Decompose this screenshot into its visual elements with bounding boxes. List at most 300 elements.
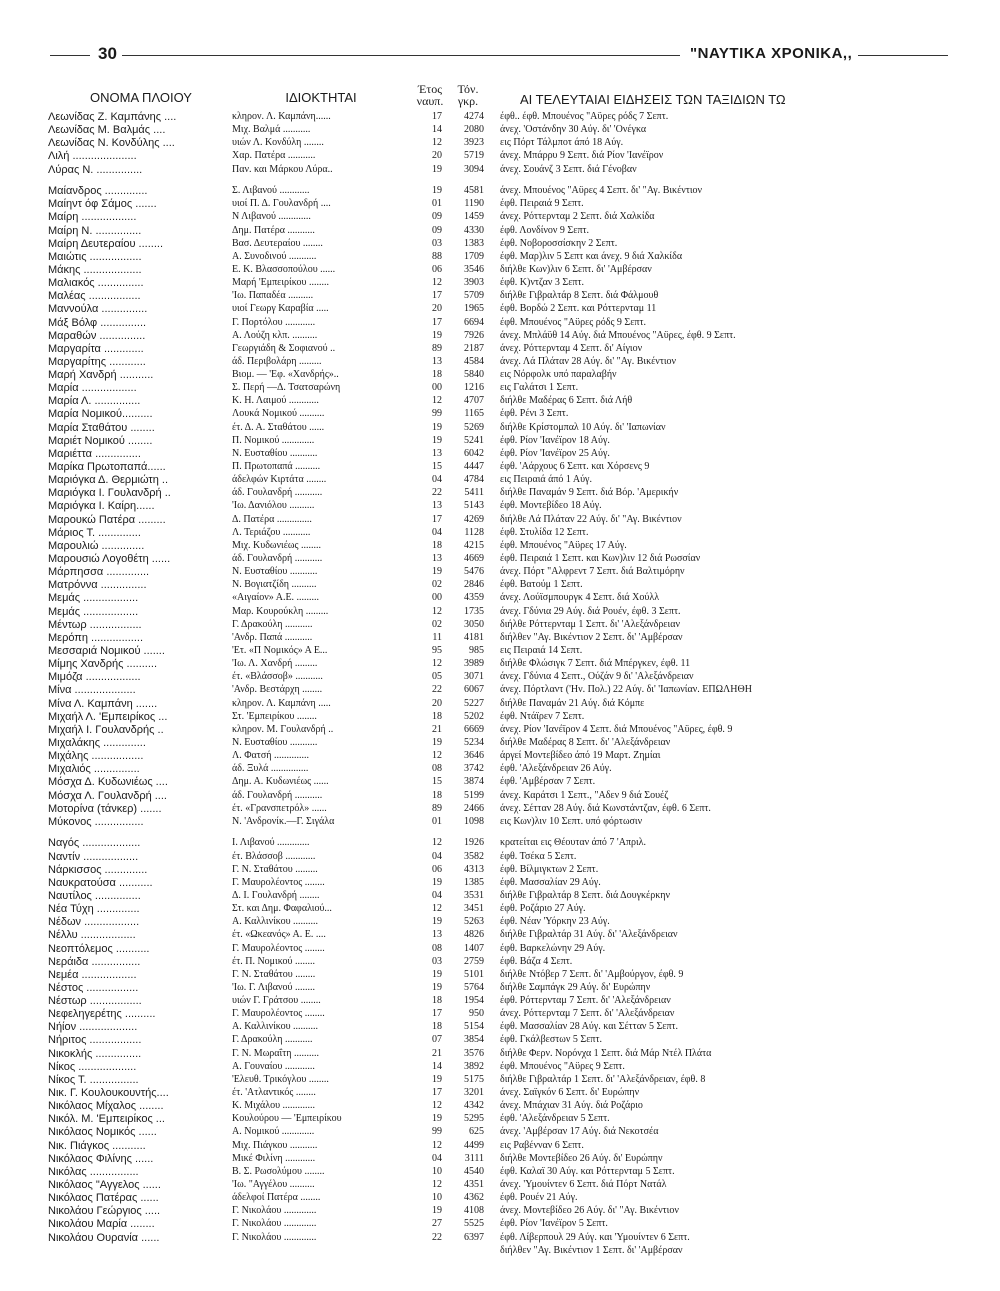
table-row bbox=[48, 790, 948, 803]
build-year: 21 bbox=[432, 1047, 442, 1059]
gross-tonnage: 4784 bbox=[464, 474, 484, 486]
table-row bbox=[48, 303, 948, 316]
gross-tonnage: 5263 bbox=[464, 916, 484, 928]
voyage-news: άνεχ. Μπάχιαν 31 Αύγ. διά Ροζάριο bbox=[500, 1100, 643, 1112]
build-year: 15 bbox=[432, 776, 442, 788]
table-row bbox=[48, 750, 948, 763]
owner-name: έτ. 'Ατλαντικός ........ bbox=[232, 1087, 316, 1099]
gross-tonnage: 1407 bbox=[464, 942, 484, 954]
owner-name: Ν. Ευσταθίου ........... bbox=[232, 566, 318, 578]
gross-tonnage: 3892 bbox=[464, 1060, 484, 1072]
owner-name: έτ. Βλάσσοβ ............ bbox=[232, 850, 316, 862]
voyage-news: άργεί Μοντεβίδεο άπό 19 Μαρτ. Ζημίαι bbox=[500, 750, 661, 762]
build-year: 04 bbox=[432, 526, 442, 538]
voyage-news: έφθ. Μαρ)λιν 5 Σεπτ και άνεχ. 9 διά Χαλκίδα bbox=[500, 250, 683, 262]
voyage-news: έφθ. Μοντεβίδεο 18 Αύγ. bbox=[500, 500, 602, 512]
ship-group bbox=[48, 111, 948, 177]
gross-tonnage: 1165 bbox=[464, 408, 484, 420]
gross-tonnage: 5175 bbox=[464, 1073, 484, 1085]
ship-name: Μαλιακός ............... bbox=[48, 277, 144, 290]
gross-tonnage: 4181 bbox=[464, 631, 484, 643]
voyage-news: εις Νόρφολκ υπό παραλαβήν bbox=[500, 369, 617, 381]
build-year: 05 bbox=[432, 671, 442, 683]
voyage-news: άνεχ. Μπάρρυ 9 Σεπτ. διά Ρίον 'Ιανέϊρον bbox=[500, 150, 664, 162]
ship-name: Ναγός ................... bbox=[48, 837, 141, 850]
build-year: 12 bbox=[432, 1139, 442, 1151]
voyage-news: διήλθε Σαμπάγκ 29 Αύγ. δι' Ευρώπην bbox=[500, 981, 651, 993]
owner-name: Δημ. Α. Κυδωνιέως ...... bbox=[232, 776, 329, 788]
ship-name: Νικολάου Ουρανία ...... bbox=[48, 1231, 160, 1244]
ship-name: Μύκονος ................ bbox=[48, 815, 144, 828]
table-row bbox=[48, 566, 948, 579]
owner-name: κληρον. Λ. Καμπάνη ..... bbox=[232, 697, 331, 709]
owner-name: Γ. Μαυρολέοντος ........ bbox=[232, 1008, 325, 1020]
ship-name: Ναντίν .................. bbox=[48, 850, 139, 863]
build-year: 03 bbox=[432, 237, 442, 249]
owner-name: άδ. Γουλανδρή ........... bbox=[232, 789, 323, 801]
ship-name: Μιχαλάκης .............. bbox=[48, 737, 146, 749]
ship-name: Μίνα .................... bbox=[48, 684, 136, 697]
ship-name: Μαρίκα Πρωτοπαπά...... bbox=[48, 461, 166, 474]
ship-name: Μαίρη .................. bbox=[48, 211, 137, 224]
ship-name: Νέστωρ ................. bbox=[48, 995, 142, 1008]
build-year: 13 bbox=[432, 500, 442, 512]
owner-name: Μαρ. Κουρούκλη ......... bbox=[232, 605, 329, 617]
table-row bbox=[48, 487, 948, 500]
build-year: 19 bbox=[432, 163, 442, 175]
owner-name: Μιχ. Πιάγκου ........... bbox=[232, 1139, 318, 1151]
voyage-news: έφθ. Μπουένος "Αϋρες ρόδς 9 Σεπτ. bbox=[500, 316, 646, 328]
table-row bbox=[48, 877, 948, 890]
owner-name: Α. Λούζη κλπ. .......... bbox=[232, 329, 318, 341]
gross-tonnage: 4313 bbox=[464, 863, 484, 875]
build-year: 12 bbox=[432, 903, 442, 915]
owner-name: κληρον. Μ. Γουλανδρή .. bbox=[232, 723, 334, 735]
owner-name: Π. Νομικού ............. bbox=[232, 434, 315, 446]
owner-name: Μιχ. Κυδωνιέως ........ bbox=[232, 539, 321, 551]
build-year: 19 bbox=[432, 1073, 442, 1085]
build-year: 04 bbox=[432, 1152, 442, 1164]
table-row bbox=[48, 369, 948, 382]
gross-tonnage: 2187 bbox=[464, 342, 484, 354]
voyage-news: έφθ. Γκάλβεστων 5 Σεπτ. bbox=[500, 1034, 602, 1046]
table-row bbox=[48, 1153, 948, 1166]
table-row bbox=[48, 606, 948, 619]
table-row bbox=[48, 737, 948, 750]
owner-name: Ν. Ευσταθίου ........... bbox=[232, 737, 318, 748]
gross-tonnage: 4826 bbox=[464, 929, 484, 941]
build-year: 11 bbox=[432, 631, 442, 643]
table-row bbox=[48, 658, 948, 671]
gross-tonnage: 1926 bbox=[464, 837, 484, 849]
owner-name: Μικέ Φιλίνη ............ bbox=[232, 1152, 316, 1164]
build-year: 08 bbox=[432, 942, 442, 954]
build-year: 13 bbox=[432, 447, 442, 459]
owner-name: Γ. Ν. Σταθάτου ........ bbox=[232, 968, 316, 980]
voyage-news: έφθ. Βάζα 4 Σεπτ. bbox=[500, 955, 573, 967]
table-row bbox=[48, 579, 948, 592]
build-year: 02 bbox=[432, 579, 442, 591]
table-row bbox=[48, 916, 948, 929]
owner-name: έτ. «Ωκεανός» Α. Ε. .... bbox=[232, 929, 326, 941]
column-header-owner: ΙΔΙΟΚΤΗΤΑΙ bbox=[285, 90, 357, 105]
owner-name: έτ. Π. Νομικού ........ bbox=[232, 955, 315, 967]
owner-name: έτ. «Γρανσπετρόλ» ...... bbox=[232, 802, 327, 814]
owner-name: Χαρ. Πατέρα ........... bbox=[232, 150, 316, 162]
ship-name: Νέα Τύχη .............. bbox=[48, 903, 140, 916]
build-year: 01 bbox=[432, 198, 442, 210]
table-row bbox=[48, 500, 948, 513]
voyage-news: έφθ. Βαρκελώνην 29 Αύγ. bbox=[500, 942, 606, 954]
table-row bbox=[48, 982, 948, 995]
gross-tonnage: 3576 bbox=[464, 1047, 484, 1059]
ship-name: Μαραθών ............... bbox=[48, 329, 146, 342]
ship-name: Νικόλαος Πατέρας ...... bbox=[48, 1192, 159, 1205]
table-row bbox=[48, 164, 948, 177]
build-year: 18 bbox=[432, 539, 442, 551]
build-year: 99 bbox=[432, 1126, 442, 1138]
ship-name: Νικοκλής ............... bbox=[48, 1047, 142, 1060]
build-year: 17 bbox=[432, 1087, 442, 1099]
gross-tonnage: 4447 bbox=[464, 461, 484, 473]
table-row bbox=[48, 969, 948, 982]
voyage-news: έφθ. Μπουένος "Αϋρες 17 Αύγ. bbox=[500, 539, 627, 551]
owner-name: υιών Γ. Γράτσου ........ bbox=[232, 995, 321, 1007]
table-row bbox=[48, 1113, 948, 1126]
table-row bbox=[48, 956, 948, 969]
owner-name: Γ. Πορτόλου ............ bbox=[232, 316, 316, 328]
build-year: 14 bbox=[432, 1060, 442, 1072]
ship-name: Μιχαήλ Ι. Γουλανδρής .. bbox=[48, 723, 164, 736]
voyage-news: έφθ. Λίβερπουλ 29 Αύγ. και 'Υμουίντεν 6 Σεπτ. bbox=[500, 1231, 690, 1243]
ship-name: Μαιώτις ................. bbox=[48, 250, 142, 263]
gross-tonnage: 1190 bbox=[464, 198, 484, 210]
owner-name: άδ. Γουλανδρή ........... bbox=[232, 553, 323, 565]
owner-name: υιοί Γεωργ Καραβία ..... bbox=[232, 303, 329, 315]
gross-tonnage: 5476 bbox=[464, 566, 484, 578]
build-year: 03 bbox=[432, 955, 442, 967]
ship-group bbox=[48, 837, 948, 1258]
voyage-news: έφθ. Τσέκα 5 Σεπτ. bbox=[500, 850, 577, 862]
voyage-news: έφθ. Κ)ντζαν 3 Σεπτ. bbox=[500, 277, 584, 289]
build-year: 06 bbox=[432, 863, 442, 875]
table-row bbox=[48, 382, 948, 395]
owner-name: άδελφοί Πατέρα ........ bbox=[232, 1192, 321, 1204]
voyage-news: άνεχ. Λούϊσμπουργκ 4 Σεπτ. διά Χούλλ bbox=[500, 592, 660, 604]
owner-name: Ν. Ευσταθίου ........... bbox=[232, 447, 318, 459]
ship-name: Νάρκισσος .............. bbox=[48, 863, 148, 876]
ship-name: Λύρας Ν. ............... bbox=[48, 163, 143, 176]
ship-name: Μέντωρ ................. bbox=[48, 618, 142, 631]
voyage-news: έφθ. Βορδώ 2 Σεπτ. και Ρόττερνταμ 11 bbox=[500, 303, 657, 315]
voyage-news: άνεχ. 'Υμουίντεν 6 Σεπτ. διά Πόρτ Νατάλ bbox=[500, 1179, 667, 1191]
gross-tonnage: 5227 bbox=[464, 697, 484, 709]
voyage-news: έφθ. 'Αλεξάνδρειαν 26 Αύγ. bbox=[500, 763, 612, 775]
voyage-news: εις Γαλάτσι 1 Σεπτ. bbox=[500, 382, 579, 394]
table-row bbox=[48, 553, 948, 566]
voyage-news: έφθ. 'Αάρχους 6 Σεπτ. και Χόρσενς 9 bbox=[500, 461, 650, 473]
voyage-news: διήλθε Παναμάν 9 Σεπτ. διά Βόρ. 'Αμερικήν bbox=[500, 487, 679, 499]
owner-name: κληρον. Λ. Καμπάνη...... bbox=[232, 111, 331, 122]
table-row bbox=[48, 330, 948, 343]
build-year: 06 bbox=[432, 263, 442, 275]
owner-name: Μαρή 'Εμπειρίκου ........ bbox=[232, 277, 330, 289]
voyage-news: έφθ. Ρίον 'Ιανέϊρον 25 Αύγ. bbox=[500, 447, 610, 459]
gross-tonnage: 4274 bbox=[464, 111, 484, 122]
voyage-news: έφθ. Ρίον 'Ιανέϊρον 18 Αύγ. bbox=[500, 434, 610, 446]
build-year: 12 bbox=[432, 1179, 442, 1191]
voyage-news: διήλθε Μοντεβίδεο 26 Αύγ. δι' Ευρώπην bbox=[500, 1152, 663, 1164]
voyage-news: διήλθε Μαδέρας 6 Σεπτ. διά Λήθ bbox=[500, 395, 633, 407]
table-row bbox=[48, 803, 948, 816]
gross-tonnage: 1385 bbox=[464, 876, 484, 888]
ship-name: Νικ. Γ. Κουλουκουντής.... bbox=[48, 1087, 169, 1100]
ship-name: Μαριόγκα Ι. Καίρη...... bbox=[48, 500, 155, 513]
voyage-news: έφθ. Ντάϊρεν 7 Σεπτ. bbox=[500, 710, 585, 722]
gross-tonnage: 3094 bbox=[464, 163, 484, 175]
build-year: 00 bbox=[432, 592, 442, 604]
voyage-news: άνεχ. Λά Πλάταν 28 Αύγ. δι' "Αγ. Βικέντιον bbox=[500, 355, 677, 367]
owner-name: Γ. Μαυρολέοντος ........ bbox=[232, 942, 325, 954]
table-row bbox=[48, 1087, 948, 1100]
build-year: 19 bbox=[432, 434, 442, 446]
build-year: 27 bbox=[432, 1218, 442, 1230]
column-header-year-line2: ναυπ. bbox=[416, 94, 444, 108]
voyage-news: διήλθε Φερν. Νορόνχα 1 Σεπτ. διά Μάρ Ντέλ Πλάτα bbox=[500, 1047, 712, 1059]
build-year: 17 bbox=[432, 111, 442, 122]
table-row bbox=[48, 995, 948, 1008]
voyage-news: εις Ραβένναν 6 Σεπτ. bbox=[500, 1139, 584, 1151]
ship-name: Μιχαλιός ............... bbox=[48, 763, 140, 776]
ship-name: Μίνα Λ. Καμπάνη ....... bbox=[48, 697, 158, 710]
ship-name: Νέδων .................. bbox=[48, 916, 140, 929]
table-row bbox=[48, 724, 948, 737]
owner-name: Κ. Η. Λαιμού ............ bbox=[232, 395, 319, 407]
owner-name: έτ. «Βλάσσοβ» ........... bbox=[232, 671, 323, 683]
build-year: 19 bbox=[432, 1113, 442, 1125]
build-year: 18 bbox=[432, 789, 442, 801]
gross-tonnage: 4215 bbox=[464, 539, 484, 551]
build-year: 95 bbox=[432, 645, 442, 657]
voyage-news: έφθ.. έφθ. Μπουένος "Αϋρες ρόδς 7 Σεπτ. bbox=[500, 111, 669, 122]
gross-tonnage: 1954 bbox=[464, 995, 484, 1007]
build-year: 19 bbox=[432, 968, 442, 980]
build-year: 02 bbox=[432, 618, 442, 630]
gross-tonnage: 2846 bbox=[464, 579, 484, 591]
owner-name: Δ. Ι. Γουλανδρή ........ bbox=[232, 889, 320, 901]
table-row bbox=[48, 1192, 948, 1205]
column-header-tons-line1: Τόν. bbox=[457, 82, 479, 96]
voyage-news: έφθ. Καλαϊ 30 Αύγ. και Ρόττερνταμ 5 Σεπτ. bbox=[500, 1165, 675, 1177]
build-year: 13 bbox=[432, 355, 442, 367]
owner-name: Α. Καλλινίκου .......... bbox=[232, 916, 319, 928]
ship-name: Μαργαρίτα ............. bbox=[48, 342, 144, 355]
table-row bbox=[48, 1245, 948, 1258]
build-year: 08 bbox=[432, 763, 442, 775]
gross-tonnage: 3546 bbox=[464, 263, 484, 275]
voyage-news: έφθ. Ρουέν 21 Αύγ. bbox=[500, 1192, 578, 1204]
voyage-news: άνεχ. 'Αμβέρσαν 17 Αύγ. διά Νεκοτσέα bbox=[500, 1126, 659, 1138]
gross-tonnage: 1383 bbox=[464, 237, 484, 249]
column-header-year-line1: Έτος bbox=[418, 82, 442, 96]
build-year: 22 bbox=[432, 1231, 442, 1243]
voyage-news: διήλθε Παναμάν 21 Αύγ. διά Κόμπε bbox=[500, 697, 645, 709]
gross-tonnage: 985 bbox=[469, 645, 484, 657]
table-row bbox=[48, 1061, 948, 1074]
gross-tonnage: 4499 bbox=[464, 1139, 484, 1151]
owner-name: Α. Καλλινίκου .......... bbox=[232, 1021, 319, 1033]
gross-tonnage: 3451 bbox=[464, 903, 484, 915]
ship-name: Μαργαρίτης ............ bbox=[48, 355, 146, 368]
table-row bbox=[48, 837, 948, 850]
gross-tonnage: 5295 bbox=[464, 1113, 484, 1125]
ship-name: Μόσχα Δ. Κυδωνιέως .... bbox=[48, 776, 168, 789]
gross-tonnage: 1965 bbox=[464, 303, 484, 315]
gross-tonnage: 4351 bbox=[464, 1179, 484, 1191]
table-row bbox=[48, 776, 948, 789]
voyage-news: έφθ. Πειραιά 1 Σεπτ. και Κων)λιν 12 διά Ρωσσίαν bbox=[500, 553, 701, 565]
ship-name: Μαριέτ Νομικού ........ bbox=[48, 434, 153, 447]
gross-tonnage: 950 bbox=[469, 1008, 484, 1020]
ship-name: Λιλή ..................... bbox=[48, 150, 137, 163]
owner-name: Στ. 'Εμπειρίκου ........ bbox=[232, 710, 317, 722]
build-year: 01 bbox=[432, 815, 442, 827]
owner-name: Β. Σ. Ρωσολύμου ........ bbox=[232, 1165, 325, 1177]
page-number: 30 bbox=[98, 44, 117, 63]
voyage-news: έφθ. Μασσαλίαν 29 Αύγ. bbox=[500, 876, 601, 888]
voyage-news: έφθ. Μασσαλίαν 28 Αύγ. και Σέτταν 5 Σεπτ. bbox=[500, 1021, 679, 1033]
build-year: 14 bbox=[432, 124, 442, 136]
column-header-ship: ΟΝΟΜΑ ΠΛΟΙΟΥ bbox=[90, 90, 192, 105]
owner-name: Α. Συνοδινού ........... bbox=[232, 250, 317, 262]
table-row bbox=[48, 422, 948, 435]
column-header-year bbox=[410, 83, 450, 107]
ship-name: Μιχαήλ Λ. 'Εμπειρίκος ... bbox=[48, 710, 168, 723]
ship-name: Νικολάου Μαρία ........ bbox=[48, 1218, 155, 1231]
voyage-news: άνεχ. Σαϊγκόν 6 Σεπτ. δι' Ευρώπην bbox=[500, 1087, 640, 1099]
owner-name: 'Ιω. "Αγγέλου .......... bbox=[232, 1179, 315, 1191]
gross-tonnage: 6067 bbox=[464, 684, 484, 696]
ship-name: Νήίον ................... bbox=[48, 1021, 138, 1034]
voyage-news: έφθ. Ρίον 'Ιανέϊρον 5 Σεπτ. bbox=[500, 1218, 608, 1230]
table-row bbox=[48, 1100, 948, 1113]
publication-title: "ΝΑΥΤΙΚΑ ΧΡΟΝΙΚΑ,, bbox=[690, 45, 853, 62]
ship-name: Νικόλαος Νομικός ...... bbox=[48, 1126, 157, 1139]
ship-name: Μαίηντ όφ Σάμος ....... bbox=[48, 198, 157, 211]
table-row bbox=[48, 461, 948, 474]
table-row bbox=[48, 1034, 948, 1047]
ship-name: Μεμάς .................. bbox=[48, 592, 139, 605]
gross-tonnage: 3742 bbox=[464, 763, 484, 775]
voyage-news: άνεχ. Καράτσι 1 Σεπτ., "Αδεν 9 διά Σουέζ bbox=[500, 789, 669, 801]
owner-name: Λ. Φατσή .............. bbox=[232, 750, 309, 762]
gross-tonnage: 1128 bbox=[464, 526, 484, 538]
gross-tonnage: 4359 bbox=[464, 592, 484, 604]
gross-tonnage: 4108 bbox=[464, 1205, 484, 1217]
ship-name: Μαρία Νομικού.......... bbox=[48, 408, 153, 421]
table-row bbox=[48, 864, 948, 877]
build-year: 12 bbox=[432, 395, 442, 407]
ship-name: Ναυτίλος ............... bbox=[48, 889, 141, 902]
ship-name: Μαριόγκα Ι. Γουλανδρή .. bbox=[48, 487, 171, 500]
table-row bbox=[48, 890, 948, 903]
ship-name: Λεωνίδας Ζ. Καμπάνης .... bbox=[48, 111, 177, 123]
build-year: 22 bbox=[432, 487, 442, 499]
owner-name: Γ. Δρακούλη ........... bbox=[232, 1034, 313, 1046]
voyage-news: διήλθε Μαδέρας 8 Σεπτ. δι' 'Αλεξάνδρειαν bbox=[500, 737, 671, 748]
voyage-news: άνεχ. Μπουένος "Αϋρες 4 Σεπτ. δι' "Αγ. Βικέντιον bbox=[500, 185, 703, 197]
build-year: 22 bbox=[432, 684, 442, 696]
table-row bbox=[48, 943, 948, 956]
build-year: 17 bbox=[432, 513, 442, 525]
voyage-news: άνεχ. Ρίον 'Ιανέϊρον 4 Σεπτ. διά Μπουένος "Αϋρες, έφθ. 9 bbox=[500, 723, 733, 735]
owner-name: 'Ελευθ. Τρικόγλου ........ bbox=[232, 1073, 329, 1085]
owner-name: 'Ανδρ. Βεστάρχη ........ bbox=[232, 684, 323, 696]
voyage-news: άνεχ. Πόρτλαντ ('Ην. Πολ.) 22 Αύγ. δι' 'Ιαπωνίαν. ΕΠΩΛΗΘΗ bbox=[500, 684, 752, 696]
ship-name: Μάριος Τ. .............. bbox=[48, 526, 141, 539]
gross-tonnage: 5764 bbox=[464, 981, 484, 993]
voyage-news: έφθ. Λονδίνον 9 Σεπτ. bbox=[500, 224, 590, 236]
build-year: 19 bbox=[432, 876, 442, 888]
voyage-news: διήλθε Κων)λιν 6 Σεπτ. δι' 'Αμβέρσαν bbox=[500, 263, 652, 275]
table-row bbox=[48, 711, 948, 724]
voyage-news: άνεχ. Μπλάϋθ 14 Αύγ. διά Μπουένος "Αϋρες, έφθ. 9 Σεπτ. bbox=[500, 329, 736, 341]
build-year: 19 bbox=[432, 329, 442, 341]
build-year: 89 bbox=[432, 802, 442, 814]
build-year: 19 bbox=[432, 185, 442, 197]
build-year: 19 bbox=[432, 737, 442, 748]
owner-name: άδ. Γουλανδρή ........... bbox=[232, 487, 323, 499]
table-row bbox=[48, 619, 948, 632]
table-row bbox=[48, 356, 948, 369]
gross-tonnage: 5143 bbox=[464, 500, 484, 512]
owner-name: άδ. Ξυλά ............... bbox=[232, 763, 309, 775]
gross-tonnage: 3989 bbox=[464, 658, 484, 670]
voyage-news: έφθ. Μπουένος "Αϋρες 9 Σεπτ. bbox=[500, 1060, 625, 1072]
table-row bbox=[48, 851, 948, 864]
ship-name: Μάξ Βόλφ ............... bbox=[48, 316, 147, 329]
owner-name: Γεωργιάδη & Σοφιανού .. bbox=[232, 342, 336, 354]
header-rule-left bbox=[50, 55, 90, 56]
build-year: 20 bbox=[432, 697, 442, 709]
owner-name: Γ. Δρακούλη ........... bbox=[232, 618, 313, 630]
gross-tonnage: 4342 bbox=[464, 1100, 484, 1112]
gross-tonnage: 4540 bbox=[464, 1165, 484, 1177]
table-row bbox=[48, 671, 948, 684]
voyage-news: έφθ. 'Αλεξάνδρειαν 5 Σεπτ. bbox=[500, 1113, 610, 1125]
build-year: 17 bbox=[432, 290, 442, 302]
ship-name: Μαίρη Δευτεραίου ........ bbox=[48, 237, 164, 250]
table-row bbox=[48, 1074, 948, 1087]
voyage-news: διήλθε Γιβραλτάρ 8 Σεπτ. διά Φάλμουθ bbox=[500, 290, 659, 302]
ship-name: Μεσσαριά Νομικού ....... bbox=[48, 645, 165, 658]
voyage-news: διήλθε Γιβραλτάρ 31 Αύγ. δι' 'Αλεξάνδρειαν bbox=[500, 929, 678, 941]
build-year: 12 bbox=[432, 750, 442, 762]
gross-tonnage: 625 bbox=[469, 1126, 484, 1138]
owner-name: 'Ανδρ. Παπά ........... bbox=[232, 631, 313, 643]
ship-name: Νεοπτόλεμος ........... bbox=[48, 942, 150, 955]
ship-name: Λεωνίδας Μ. Βαλμάς .... bbox=[48, 124, 166, 137]
voyage-news: εις Πειραιά 14 Σεπτ. bbox=[500, 645, 583, 657]
voyage-news: έφθ. Βίλμιγκτων 2 Σεπτ. bbox=[500, 863, 599, 875]
build-year: 19 bbox=[432, 981, 442, 993]
build-year: 17 bbox=[432, 316, 442, 328]
ship-name: Νικόλ. Μ. 'Εμπειρίκος ... bbox=[48, 1113, 165, 1126]
build-year: 04 bbox=[432, 850, 442, 862]
owner-name: Δημ. Πατέρα ........... bbox=[232, 224, 315, 236]
table-row bbox=[48, 290, 948, 303]
table-row bbox=[48, 111, 948, 124]
